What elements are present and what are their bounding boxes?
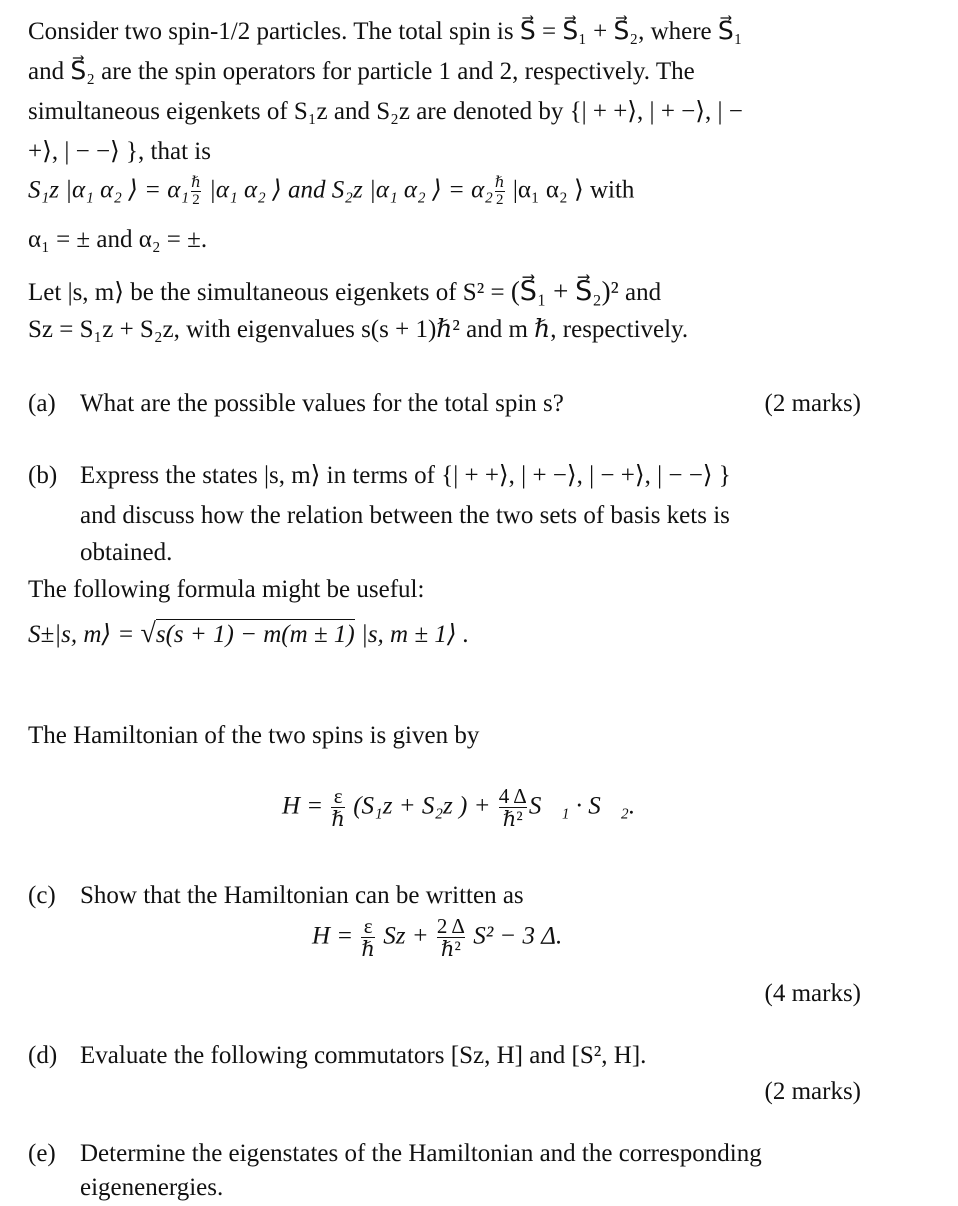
- h-lhs: H =: [282, 792, 330, 820]
- question-a-label: (a): [28, 390, 56, 417]
- fraction-numerator: 2 Δ: [436, 914, 465, 938]
- question-c-marks: (4 marks): [764, 980, 861, 1007]
- h-tail: S⃗₁ · S⃗₂.: [528, 792, 636, 820]
- fraction-denominator: ℏ: [361, 937, 375, 961]
- question-c-text: Show that the Hamiltonian can be written as: [80, 882, 524, 909]
- h-middle: (S₁z + S₂z ) +: [353, 792, 497, 820]
- formula-rhs: |s, m ± 1⟩ .: [354, 621, 470, 648]
- fraction-denominator: 2: [192, 192, 200, 208]
- hbar-over-2-fraction-1: [191, 176, 201, 208]
- h-lhs: H =: [312, 922, 360, 950]
- formula-lhs: S±|s, m⟩ =: [28, 621, 141, 648]
- epsilon-over-hbar: [361, 916, 375, 960]
- question-a-marks: (2 marks): [764, 390, 861, 417]
- intro-line-7: [28, 276, 661, 308]
- intro-line-2: and S⃗₂ are the spin operators for particle 1 and 2, respectively. The: [28, 58, 695, 85]
- fraction-numerator: ε: [333, 784, 343, 808]
- question-b-line-2: and discuss how the relation between the two sets of basis kets is: [80, 502, 730, 529]
- eq-part-1: S₁z |α₁ α₂ ⟩ = α₁: [28, 176, 190, 204]
- fraction-numerator: ℏ: [494, 175, 505, 191]
- h-middle: Sz +: [376, 922, 435, 950]
- delta-over-hbar-squared: [499, 786, 527, 830]
- intro-line-8: Sz = S₁z + S₂z, with eigenvalues s(s + 1)ℏ² and m ℏ, respectively.: [28, 316, 689, 343]
- fraction-numerator: ℏ: [191, 175, 201, 191]
- sqrt-body: s(s + 1) − m(m ± 1): [155, 621, 355, 648]
- question-b-label: (b): [28, 462, 58, 489]
- question-e-label: (e): [28, 1140, 56, 1167]
- question-b: [28, 462, 731, 491]
- question-d-label: (d): [28, 1042, 58, 1069]
- question-a-text: What are the possible values for the total spin s?: [80, 390, 564, 417]
- formula-hint: The following formula might be useful:: [28, 576, 425, 603]
- question-b-line-1: Express the states |s, m⟩ in terms of {| + +⟩, | + −⟩, | − +⟩, | − −⟩ }: [80, 462, 731, 489]
- total-spin-squared: (S⃗₁ + S⃗₂)²: [510, 276, 619, 306]
- question-e-line-1: Determine the eigenstates of the Hamiltonian and the corresponding: [80, 1140, 762, 1167]
- fraction-numerator: ε: [363, 914, 373, 938]
- intro-line-3: simultaneous eigenkets of S₁z and S₂z are denoted by {| + +⟩, | + −⟩, | −: [28, 98, 743, 125]
- question-c: [28, 882, 524, 911]
- hamiltonian-rewritten: [312, 916, 562, 960]
- fraction-denominator: ℏ: [331, 807, 345, 831]
- eigenvalue-equation: [28, 176, 634, 208]
- eq-part-2: |α₁ α₂ ⟩ and S₂z |α₁ α₂ ⟩ = α₂: [209, 176, 493, 204]
- alpha-values: α₁ = ± and α₂ = ±.: [28, 226, 208, 253]
- ladder-operator-formula: [28, 618, 469, 650]
- question-d: [28, 1042, 646, 1071]
- h-tail: S² − 3 Δ.: [466, 922, 563, 950]
- question-d-text: Evaluate the following commutators [Sz, H] and [S², H].: [80, 1042, 647, 1069]
- sqrt-sign: √: [140, 618, 156, 649]
- fraction-denominator: 2: [495, 192, 504, 208]
- question-e: [28, 1140, 762, 1169]
- question-c-label: (c): [28, 882, 56, 909]
- question-d-marks: (2 marks): [764, 1078, 861, 1105]
- hbar-over-2-fraction-2: [495, 176, 505, 208]
- question-a: [28, 390, 564, 419]
- intro-line-4: +⟩, | − −⟩ }, that is: [28, 138, 211, 165]
- intro-line-1: Consider two spin-1/2 particles. The total spin is S⃗ = S⃗₁ + S⃗₂, where S⃗₁: [28, 18, 743, 45]
- delta-over-hbar-squared: [437, 916, 465, 960]
- intro-line-7c: and: [618, 279, 662, 306]
- fraction-numerator: 4 Δ: [498, 784, 527, 808]
- eq-part-3: |α₁ α₂ ⟩ with: [512, 176, 635, 204]
- intro-line-7a: Let |s, m⟩ be the simultaneous eigenkets of S² =: [28, 279, 511, 306]
- epsilon-over-hbar: [331, 786, 345, 830]
- question-e-line-2: eigenenergies.: [80, 1174, 224, 1201]
- hamiltonian-intro: The Hamiltonian of the two spins is given by: [28, 722, 480, 749]
- hamiltonian-equation: [282, 786, 635, 830]
- fraction-denominator: ℏ²: [437, 937, 465, 960]
- question-b-line-3: obtained.: [80, 539, 173, 566]
- fraction-denominator: ℏ²: [499, 807, 527, 830]
